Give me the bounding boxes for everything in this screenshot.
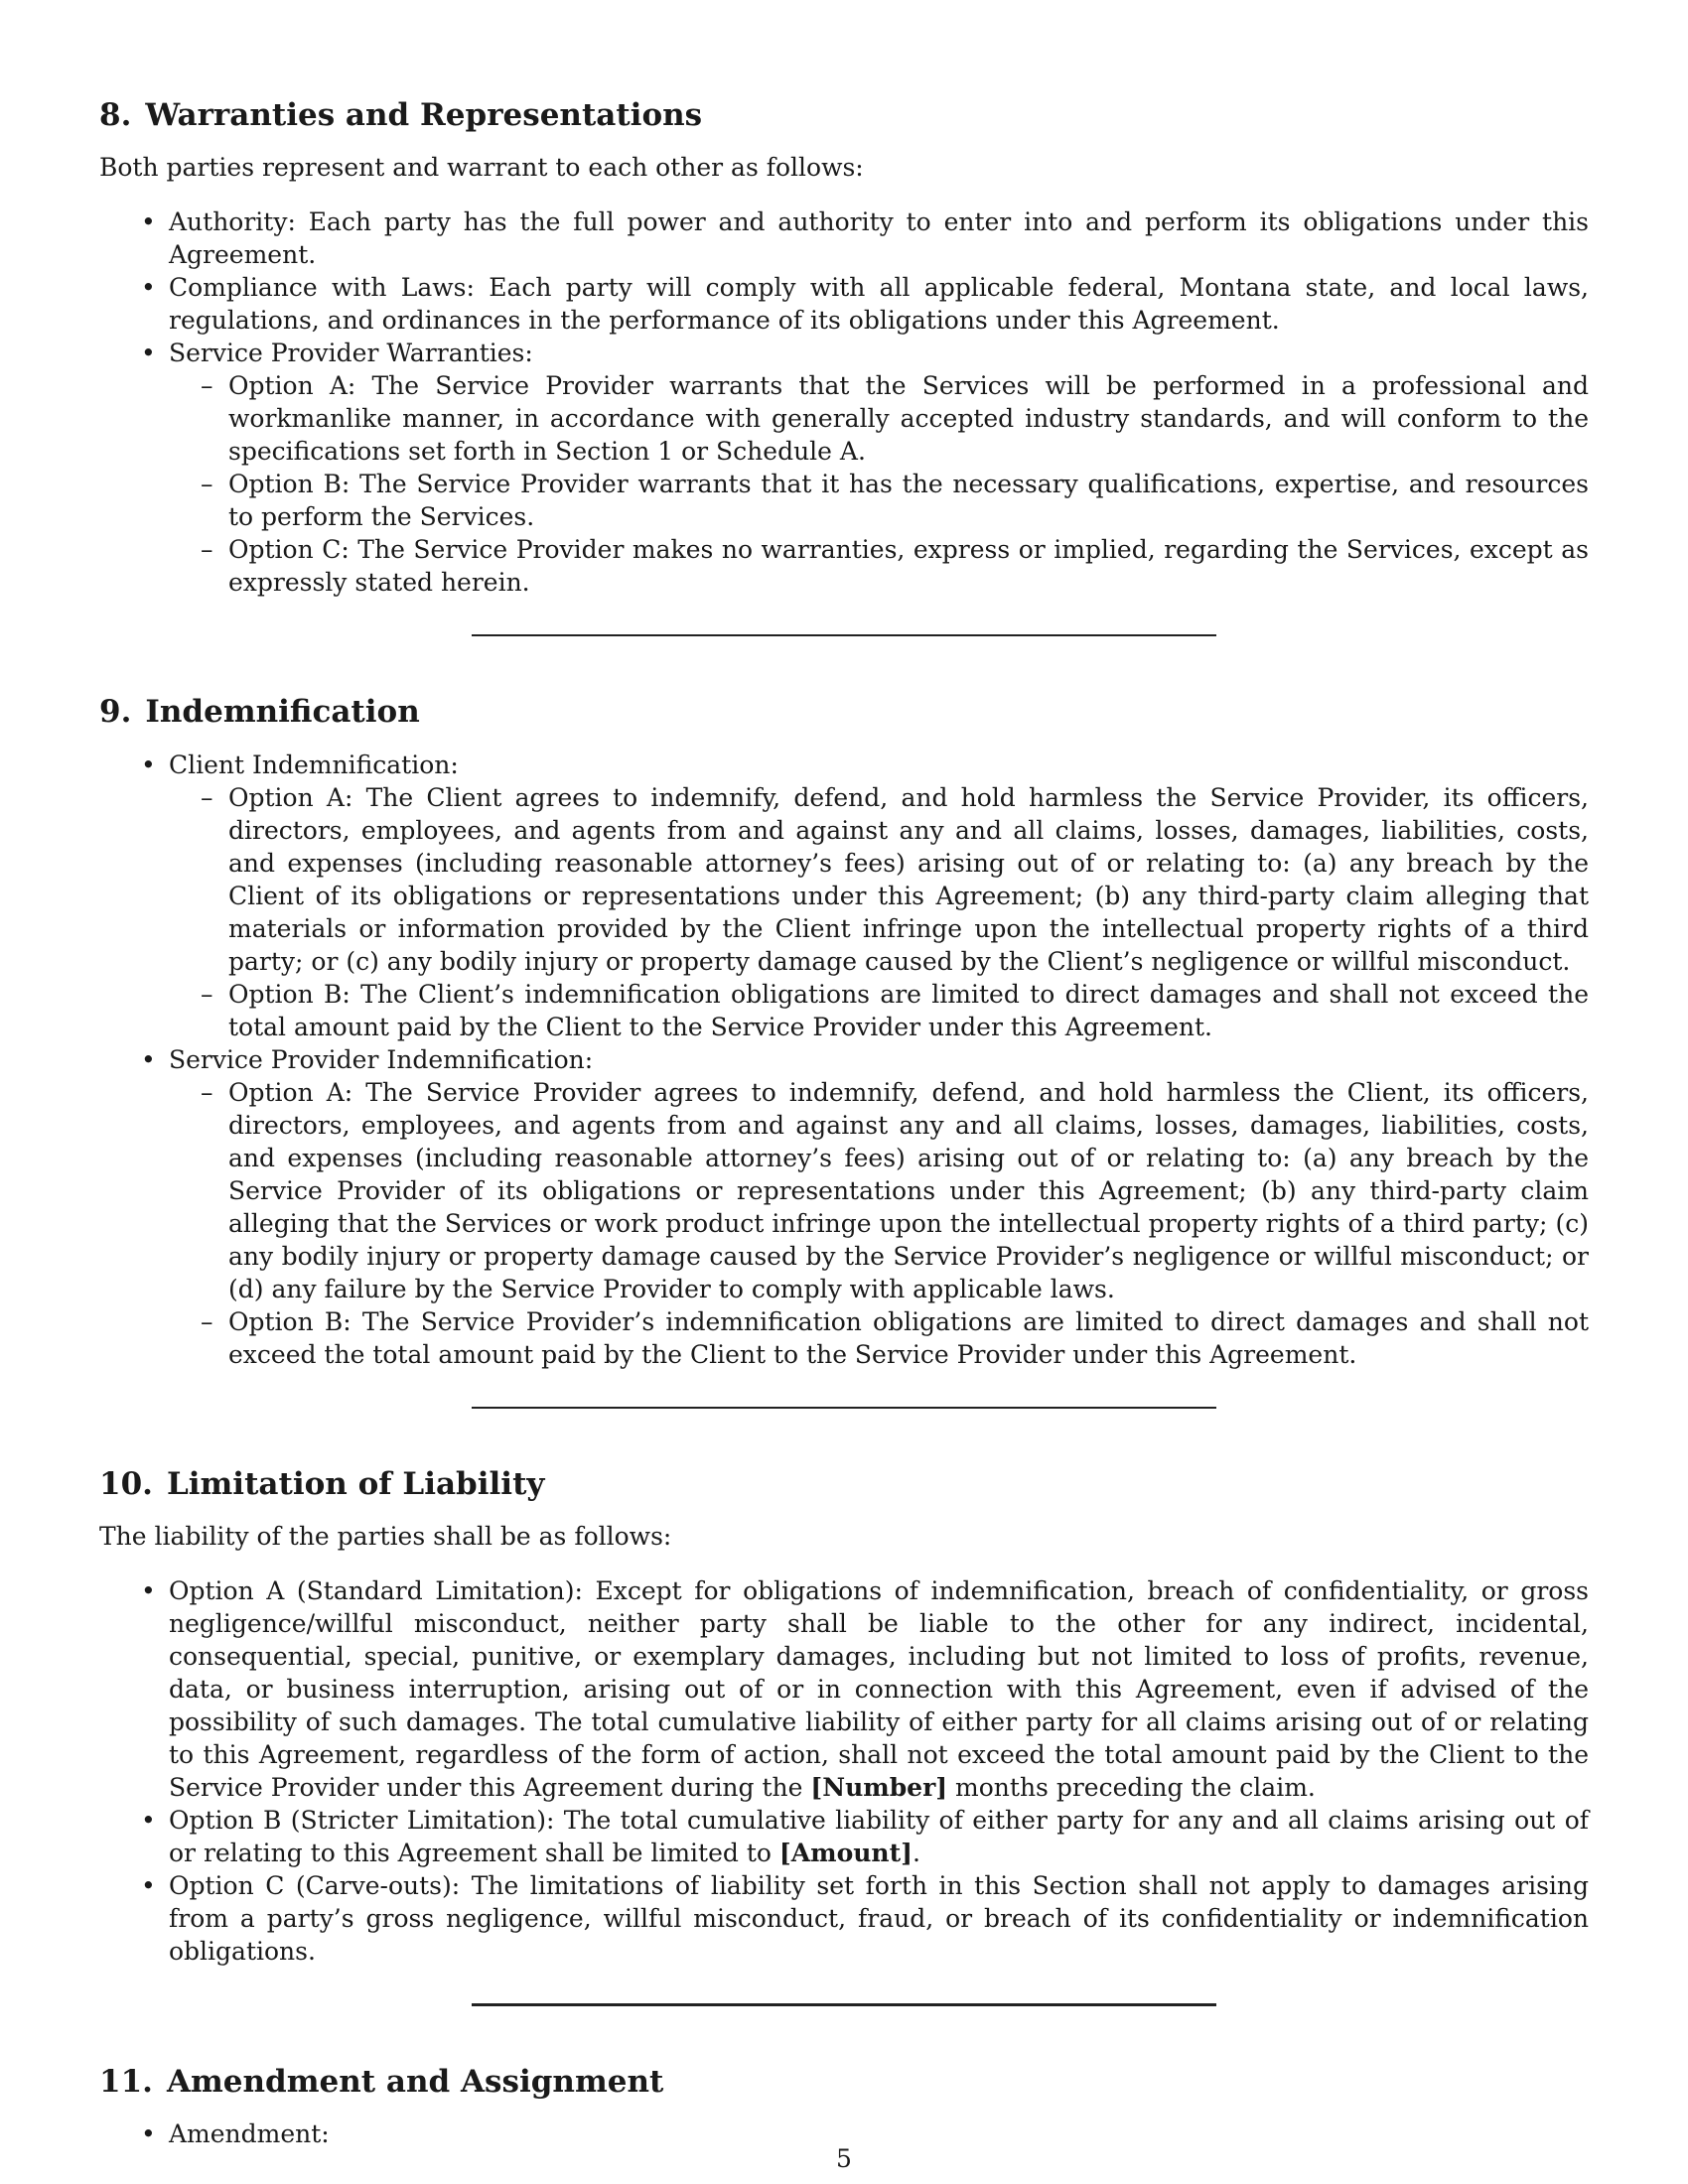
- section-divider: [472, 2003, 1216, 2006]
- list-item: [99, 749, 1589, 1043]
- section-number: 8.: [99, 97, 132, 133]
- number-placeholder: [Number]: [810, 1772, 948, 1802]
- sub-list-item: – Option A: The Service Provider agrees to indemnify, defend, and hold harmless the Client, its officers, directors, employees, and agents from and against any and all claims, losses, damages, liabilities, costs, and expenses (including reasonable attorney’s fees) arising out of or relating to: (a) any breach by the Service Provider of its obligations or representations under this Agreement; (b) any third-party claim alleging that the Services or work product infringe upon the intellectual property rights of a third party; (c) any bodily injury or property damage caused by the Service Provider’s negligence or willful misconduct; or (d) any failure by the Service Provider to comply with applicable laws.: [169, 1076, 1589, 1305]
- sub-list: [169, 781, 1589, 1043]
- list-item-label: Client Indemnification:: [169, 750, 459, 779]
- sub-list: [169, 369, 1589, 599]
- section-8-list: [99, 205, 1589, 599]
- list-item-label: Service Provider Warranties:: [169, 339, 533, 368]
- section-divider: [472, 1407, 1216, 1409]
- sub-list: [169, 1076, 1589, 1371]
- section-9-list: [99, 749, 1589, 1371]
- section-10-heading: [99, 1464, 1589, 1504]
- list-item: • Authority: Each party has the full power and authority to enter into and perform its obligations under this Agreement.: [99, 205, 1589, 271]
- section-number: 10.: [99, 1465, 153, 1502]
- sub-list-item: – Option A: The Client agrees to indemnify, defend, and hold harmless the Service Provider, its officers, directors, employees, and agents from and against any and all claims, losses, damages, liabilities, costs, and expenses (including reasonable attorney’s fees) arising out of or relating to: (a) any breach by the Client of its obligations or representations under this Agreement; (b) any third-party claim alleging that materials or information provided by the Client infringe upon the intellectual property rights of a third party; or (c) any bodily injury or property damage caused by the Client’s negligence or willful misconduct.: [169, 781, 1589, 978]
- option-a-text: Option A (Standard Limitation): Except for obligations of indemnification, breach of confidentiality, or gross negligence/willful misconduct, neither party shall be liable to the other for any indirect, incidental, consequential, special, punitive, or exemplary damages, including but not limited to loss of profits, revenue, data, or business interruption, arising out of or in connection with this Agreement, even if advised of the possibility of such damages. The total cumulative liability of either party for all claims arising out of or relating to this Agreement, regardless of the form of action, shall not exceed the total amount paid by the Client to the Service Provider under this Agreement during the: [169, 1575, 1589, 1802]
- list-item: [99, 1574, 1589, 1804]
- section-title: Amendment and Assignment: [166, 2063, 664, 2100]
- option-a-tail: months preceding the claim.: [947, 1772, 1316, 1802]
- option-b-text: Option B (Stricter Limitation): The total cumulative liability of either party for any and all claims arising out of or relating to this Agreement shall be limited to: [169, 1805, 1589, 1867]
- amount-placeholder: [Amount]: [778, 1838, 913, 1867]
- sub-list-item: – Option B: The Client’s indemnification obligations are limited to direct damages and shall not exceed the total amount paid by the Client to the Service Provider under this Agreement.: [169, 978, 1589, 1043]
- section-number: 9.: [99, 694, 132, 731]
- section-number: 11.: [99, 2063, 153, 2100]
- page-number: 5: [836, 2144, 852, 2173]
- list-item-label: Service Provider Indemnification:: [169, 1044, 594, 1074]
- sub-list-item: – Option A: The Service Provider warrants that the Services will be performed in a professional and workmanlike manner, in accordance with generally accepted industry standards, and will conform to the specifications set forth in Section 1 or Schedule A.: [169, 369, 1589, 468]
- sub-list-item: – Option B: The Service Provider’s indemnification obligations are limited to direct damages and shall not exceed the total amount paid by the Client to the Service Provider under this Agreement.: [169, 1305, 1589, 1371]
- option-b-tail: .: [913, 1838, 920, 1867]
- section-title: Limitation of Liability: [166, 1465, 545, 1502]
- section-intro: The liability of the parties shall be as follows:: [99, 1521, 672, 1551]
- section-10-list: [99, 1574, 1589, 1968]
- list-item: [99, 1043, 1589, 1371]
- section-11-heading: [99, 2062, 1589, 2102]
- list-item: • Compliance with Laws: Each party will comply with all applicable federal, Montana state, and local laws, regulations, and ordinances in the performance of its obligations under this Agreement.: [99, 271, 1589, 337]
- list-item: [99, 1804, 1589, 1869]
- list-item: • Option C (Carve-outs): The limitations of liability set forth in this Section shall not apply to damages arising from a party’s gross negligence, willful misconduct, fraud, or breach of its confidentiality or indemnification obligations.: [99, 1869, 1589, 1968]
- section-intro: Both parties represent and warrant to each other as follows:: [99, 153, 864, 183]
- section-title: Warranties and Representations: [145, 97, 703, 133]
- section-title: Indemnification: [145, 694, 420, 731]
- section-9-heading: [99, 692, 1589, 732]
- document-page: [99, 95, 1589, 2150]
- sub-list-item: – Option C: The Service Provider makes no warranties, express or implied, regarding the Services, except as expressly stated herein.: [169, 533, 1589, 599]
- section-divider: [472, 634, 1216, 636]
- sub-list-item: – Option B: The Service Provider warrants that it has the necessary qualifications, expertise, and resources to perform the Services.: [169, 468, 1589, 533]
- list-item: [99, 337, 1589, 599]
- list-item: • Amendment:: [99, 2117, 1589, 2150]
- section-8-heading: [99, 95, 1589, 135]
